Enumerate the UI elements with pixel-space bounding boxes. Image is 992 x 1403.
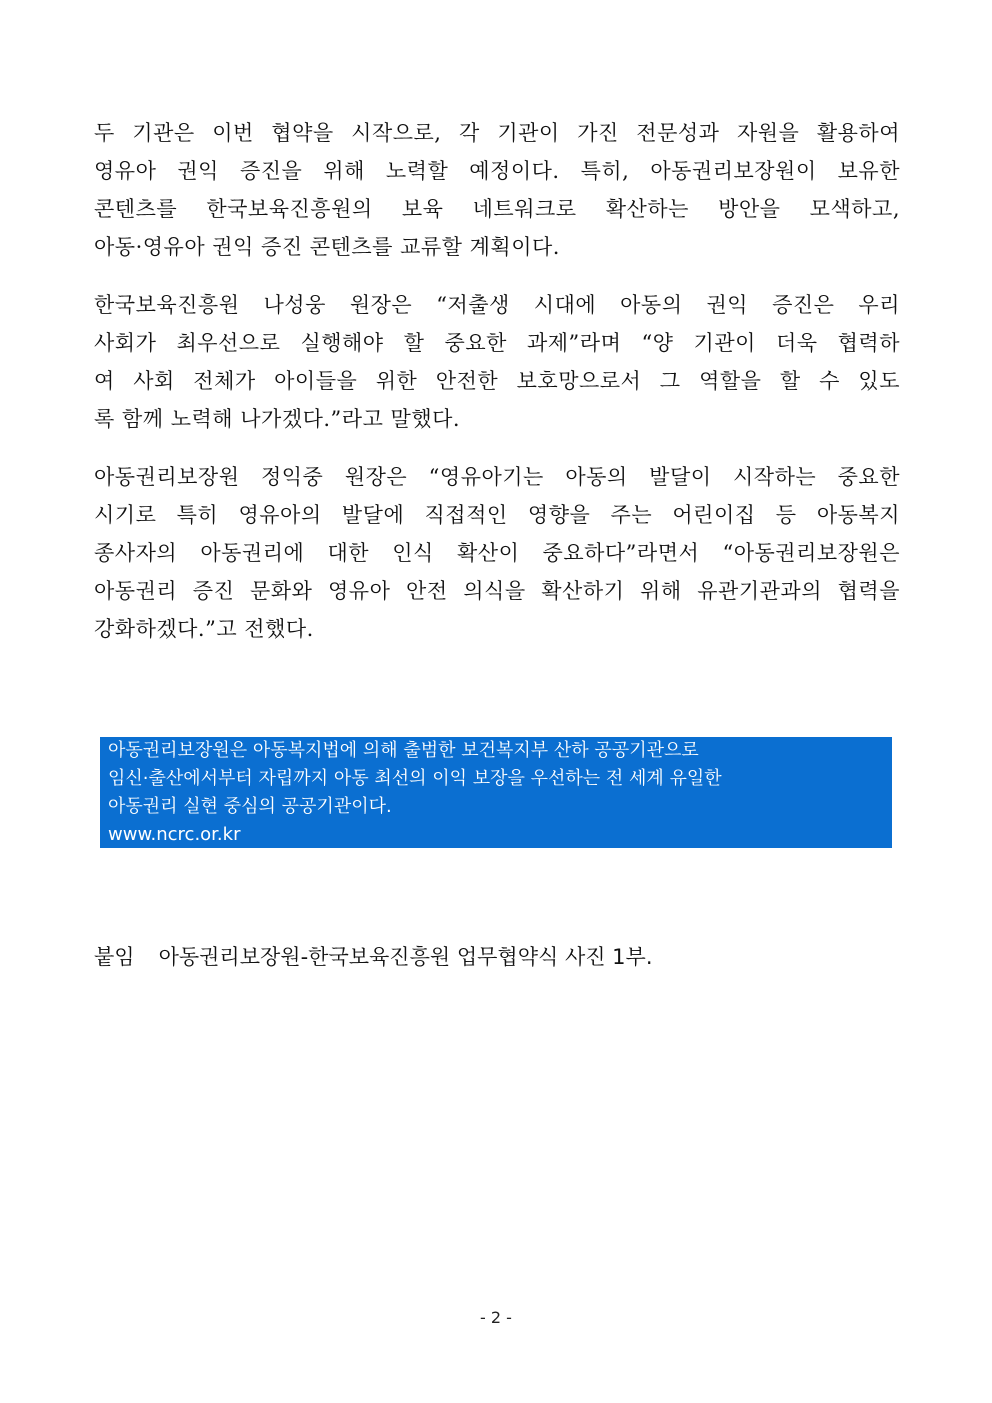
info-line: 아동권리 실현 중심의 공공기관이다. <box>108 796 392 817</box>
paragraph-line: 록 함께 노력해 나가겠다.”라고 말했다. <box>94 407 461 431</box>
paragraph-line: 강화하겠다.”고 전했다. <box>94 617 314 641</box>
attachment-text: 아동권리보장원-한국보육진흥원 업무협약식 사진 1부. <box>158 945 653 969</box>
paragraph-line: 종사자의 아동권리에 대한 인식 확산이 중요하다”라면서 “아동권리보장원은 <box>94 541 900 565</box>
info-line: 아동권리보장원은 아동복지법에 의해 출범한 보건복지부 산하 공공기관으로 <box>108 740 699 761</box>
organization-info-box <box>100 737 892 848</box>
website-link[interactable]: www.ncrc.or.kr <box>108 824 241 845</box>
body-paragraph-1 <box>94 114 900 266</box>
paragraph-line: 한국보육진흥원 나성웅 원장은 “저출생 시대에 아동의 권익 증진은 우리 <box>94 293 900 317</box>
page-number: - 2 - <box>480 1308 512 1327</box>
paragraph-line: 아동권리보장원 정익중 원장은 “영유아기는 아동의 발달이 시작하는 중요한 <box>94 465 900 489</box>
body-paragraph-2 <box>94 286 900 438</box>
info-line: 임신·출산에서부터 자립까지 아동 최선의 이익 보장을 우선하는 전 세계 유일한 <box>108 768 722 789</box>
paragraph-line: 콘텐츠를 한국보육진흥원의 보육 네트워크로 확산하는 방안을 모색하고, <box>94 197 900 221</box>
paragraph-line: 영유아 권익 증진을 위해 노력할 예정이다. 특히, 아동권리보장원이 보유한 <box>94 159 900 183</box>
paragraph-line: 여 사회 전체가 아이들을 위한 안전한 보호망으로서 그 역할을 할 수 있도 <box>94 369 900 393</box>
paragraph-line: 두 기관은 이번 협약을 시작으로, 각 기관이 가진 전문성과 자원을 활용하여 <box>94 121 900 145</box>
paragraph-line: 사회가 최우선으로 실행해야 할 중요한 과제”라며 “양 기관이 더욱 협력하 <box>94 331 900 355</box>
paragraph-line: 시기로 특히 영유아의 발달에 직접적인 영향을 주는 어린이집 등 아동복지 <box>94 503 900 527</box>
body-paragraph-3 <box>94 458 900 648</box>
attachment-label: 붙임 <box>94 945 135 969</box>
paragraph-line: 아동권리 증진 문화와 영유아 안전 의식을 확산하기 위해 유관기관과의 협력을 <box>94 579 900 603</box>
attachment-note <box>94 940 653 974</box>
paragraph-line: 아동·영유아 권익 증진 콘텐츠를 교류할 계획이다. <box>94 235 560 259</box>
